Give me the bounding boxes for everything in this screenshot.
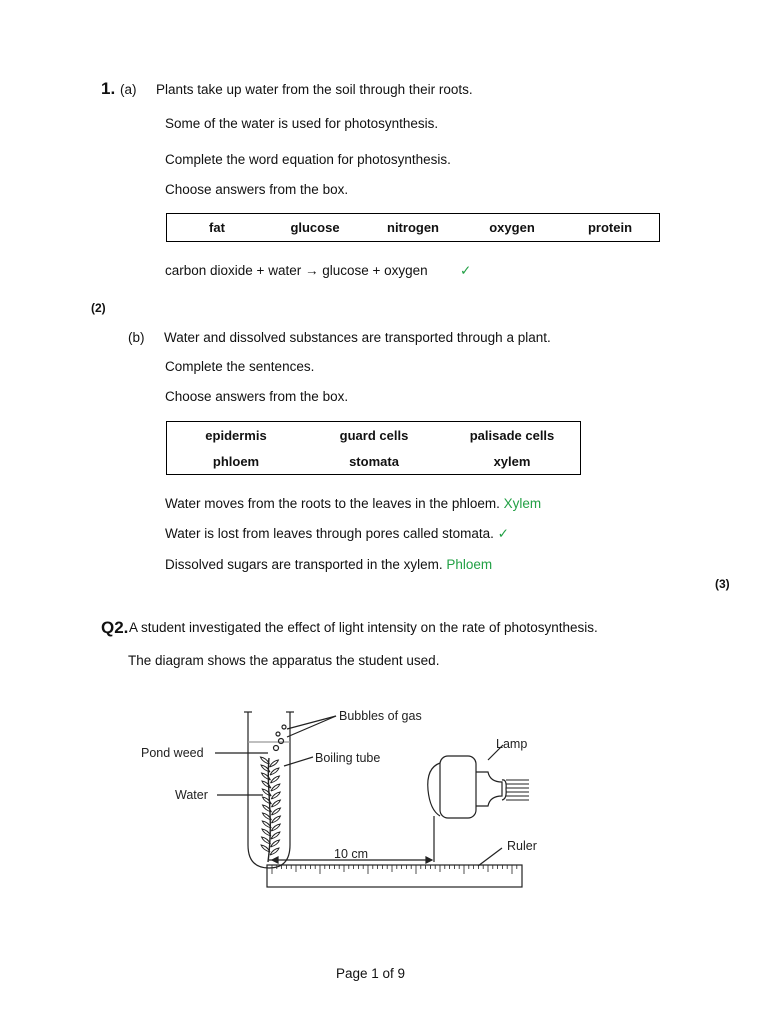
distance-label: 10 cm bbox=[334, 847, 369, 861]
q1-intro: Plants take up water from the soil through their roots. bbox=[156, 82, 473, 97]
lamp-neck bbox=[476, 772, 502, 806]
sentence-correction: Xylem bbox=[503, 496, 542, 511]
q2-intro: A student investigated the effect of light intensity on the rate of photosynthesis. bbox=[129, 620, 598, 635]
bubbles-label: Bubbles of gas bbox=[339, 709, 422, 723]
bubble bbox=[279, 739, 284, 744]
pond-weed-leaf bbox=[271, 824, 280, 831]
pond-weed-leaf bbox=[271, 816, 280, 823]
lamp-label: Lamp bbox=[496, 737, 528, 751]
q1b-intro: Water and dissolved substances are transported through a plant. bbox=[164, 330, 551, 345]
sentence-correction: ✓ bbox=[497, 526, 509, 541]
pond-weed-leaf bbox=[269, 760, 278, 767]
question-1-number: 1. bbox=[101, 79, 116, 98]
equation-check-mark: ✓ bbox=[460, 263, 472, 278]
q1-instruction1: Complete the word equation for photosynthesis. bbox=[165, 152, 451, 167]
pond-weed-leaf bbox=[271, 832, 280, 839]
word-box-b-item: phloem bbox=[212, 454, 260, 469]
bubble bbox=[282, 725, 286, 729]
lamp-screw bbox=[506, 780, 529, 800]
part-b-label: (b) bbox=[128, 330, 145, 345]
word-box-b-item: palisade cells bbox=[469, 428, 555, 443]
word-box-b-item: epidermis bbox=[205, 428, 267, 443]
pond-weed-leaf bbox=[262, 789, 271, 796]
q1-instruction2: Choose answers from the box. bbox=[165, 182, 349, 197]
word-box-a-item: nitrogen bbox=[387, 220, 439, 235]
pond-weed-leaf bbox=[271, 800, 280, 807]
ruler-label: Ruler bbox=[507, 839, 537, 853]
page-number: Page 1 of 9 bbox=[336, 966, 406, 981]
q1b-instruction2: Choose answers from the box. bbox=[165, 389, 349, 404]
q1-line2: Some of the water is used for photosynthesis. bbox=[165, 116, 439, 131]
pond-weed-leaf bbox=[271, 792, 280, 799]
pond-weed-leaf bbox=[271, 840, 280, 847]
word-box-a-item: oxygen bbox=[489, 220, 535, 235]
part-a-label: (a) bbox=[120, 82, 137, 97]
sentence-text: Water is lost from leaves through pores called stomata. bbox=[165, 526, 494, 541]
pond-weed-leaf bbox=[271, 784, 280, 791]
pond-weed-leaf bbox=[270, 848, 279, 855]
question-2-number: Q2. bbox=[101, 618, 129, 637]
bubble bbox=[276, 732, 280, 736]
boiling-tube-label: Boiling tube bbox=[315, 751, 381, 765]
sentence-correction: Phloem bbox=[446, 557, 493, 572]
lamp-bulb bbox=[428, 763, 440, 816]
q1b-instruction1: Complete the sentences. bbox=[165, 359, 315, 374]
word-box-a-item: fat bbox=[209, 220, 225, 235]
bubble bbox=[274, 746, 279, 751]
word-box-b-item: guard cells bbox=[339, 428, 409, 443]
marks-b: (3) bbox=[715, 577, 730, 591]
word-box-b-item: xylem bbox=[493, 454, 531, 469]
sentence-text: Dissolved sugars are transported in the xylem. bbox=[165, 557, 443, 572]
water-label: Water bbox=[175, 788, 208, 802]
pond-weed-leaf bbox=[270, 776, 279, 783]
pond-weed-leaf bbox=[271, 808, 280, 815]
pond-weed-label: Pond weed bbox=[141, 746, 204, 760]
pond-weed-leaf bbox=[262, 781, 271, 788]
marks-a: (2) bbox=[91, 301, 106, 315]
lamp-body bbox=[440, 756, 476, 818]
sentence-text: Water moves from the roots to the leaves in the phloem. bbox=[165, 496, 500, 511]
q2-line2: The diagram shows the apparatus the student used. bbox=[128, 653, 440, 668]
pond-weed-leaf bbox=[270, 768, 279, 775]
word-box-b-item: stomata bbox=[349, 454, 399, 469]
word-box-a-item: glucose bbox=[290, 220, 340, 235]
word-box-a-item: protein bbox=[587, 220, 633, 235]
word-equation: carbon dioxide + water → glucose + oxygen bbox=[165, 263, 428, 278]
